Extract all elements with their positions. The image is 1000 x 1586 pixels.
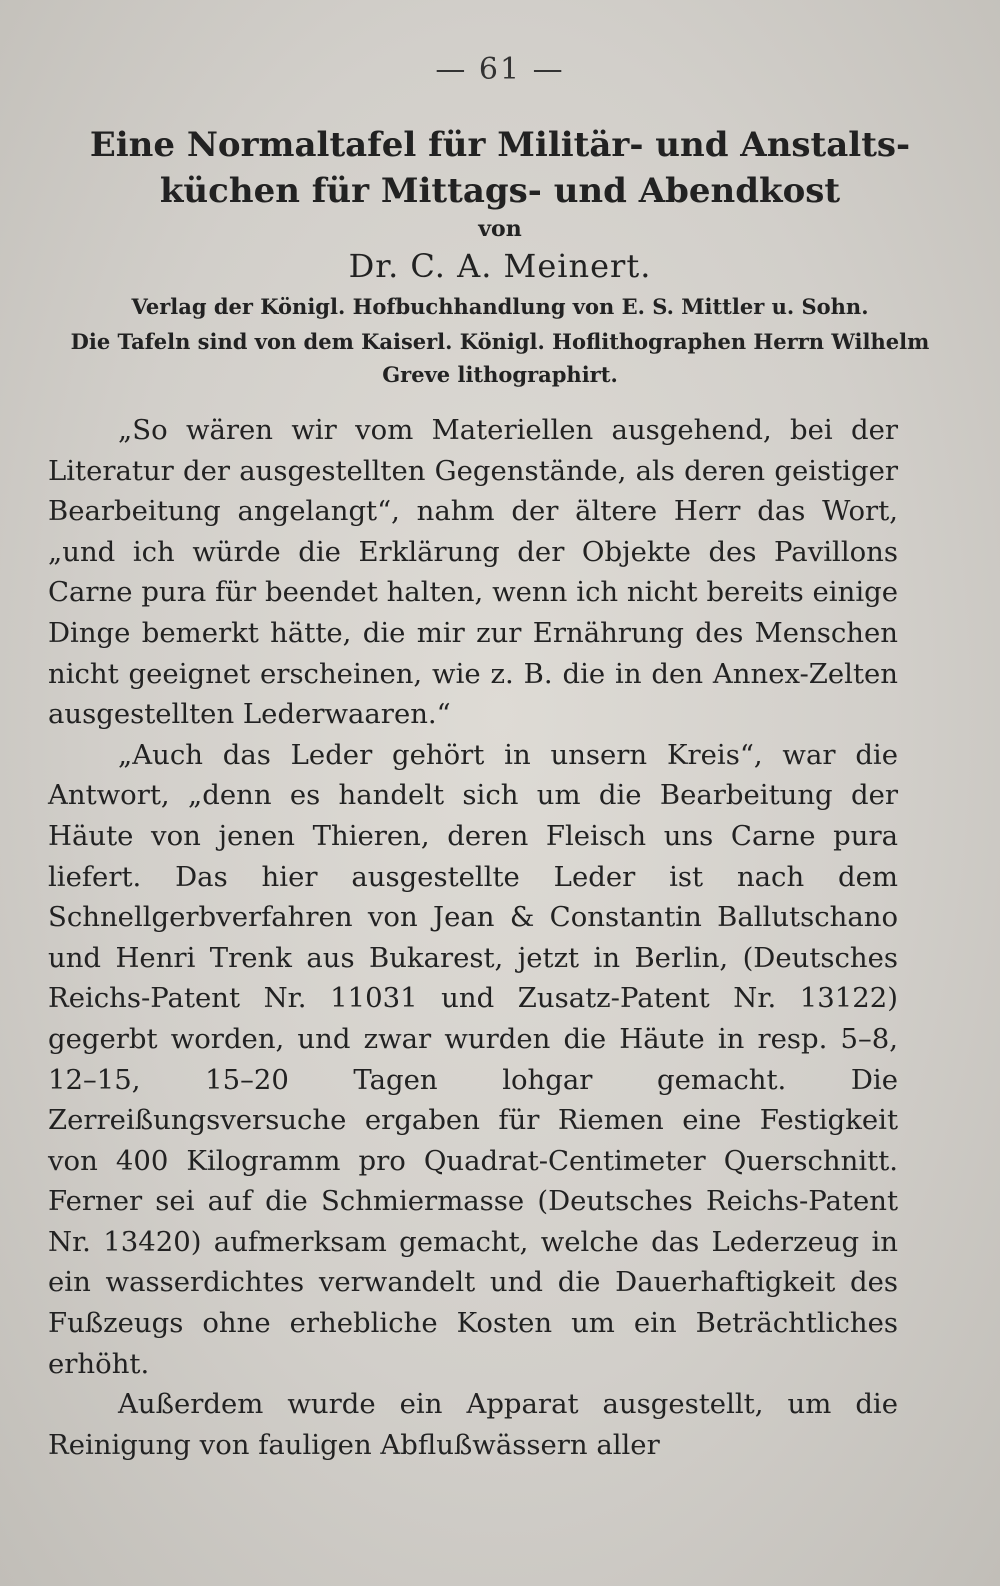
paragraph: „Auch das Leder gehört in unsern Kreis“, war die Antwort, „denn es handelt sich um die Bearbeitung der Häute von jenen Thieren, deren Fleisch uns Carne pura liefert. Das hier ausgestellte Leder ist nach dem Schnellgerbverfahren von Jean & Constantin Ballutschano und Henri Trenk aus Bukarest, jetzt in Berlin, (Deutsches Reichs-Patent Nr. 11031 und Zusatz-Patent Nr. 13122) gegerbt worden, und zwar wurden die Häute in resp. 5–8, 12–15, 15–20 Tagen lohgar gemacht. Die Zerreißungsversuche ergaben für Riemen eine Festigkeit von 400 Kilogramm pro Quadrat-Centimeter Querschnitt. Ferner sei auf die Schmiermasse (Deutsches Reichs-Patent Nr. 13420) aufmerksam gemacht, welche das Lederzeug in ein wasserdichtes verwandelt und die Dauerhaftigkeit des Fußzeugs ohne erhebliche Kosten um ein Beträchtliches erhöht. [48,738,898,1380]
lithographer-note: Die Tafeln sind von dem Kaiserl. Königl. Hoflithographen Herrn Wilhelm Greve lithographirt. [70,329,930,387]
section-title: Eine Normaltafel für Militär- und Anstalts-küchen für Mittags- und Abendkost [89,125,911,211]
paragraph: Außerdem wurde ein Apparat ausgestellt, um die Reinigung von fauligen Abflußwässern aller [48,1388,898,1461]
page-number: — 61 — [435,52,565,87]
section-header [40,122,960,391]
body-text [48,410,898,1465]
publisher-note: Verlag der Königl. Hofbuchhandlung von E. S. Mittler u. Sohn. [131,294,869,319]
by-label: von [478,216,522,242]
paragraph: „So wären wir vom Materiellen ausgehend, bei der Literatur der ausgestellten Gegenstände, als deren geistiger Bearbeitung angelangt“, nahm der ältere Herr das Wort, „und ich würde die Erklärung der Objekte des Pavillons Carne pura für beendet halten, wenn ich nicht bereits einige Dinge bemerkt hätte, die mir zur Ernährung des Menschen nicht geeignet erscheinen, wie z. B. die in den Annex-Zelten ausgestellten Lederwaaren.“ [48,414,898,731]
author-name: Dr. C. A. Meinert. [348,247,652,285]
